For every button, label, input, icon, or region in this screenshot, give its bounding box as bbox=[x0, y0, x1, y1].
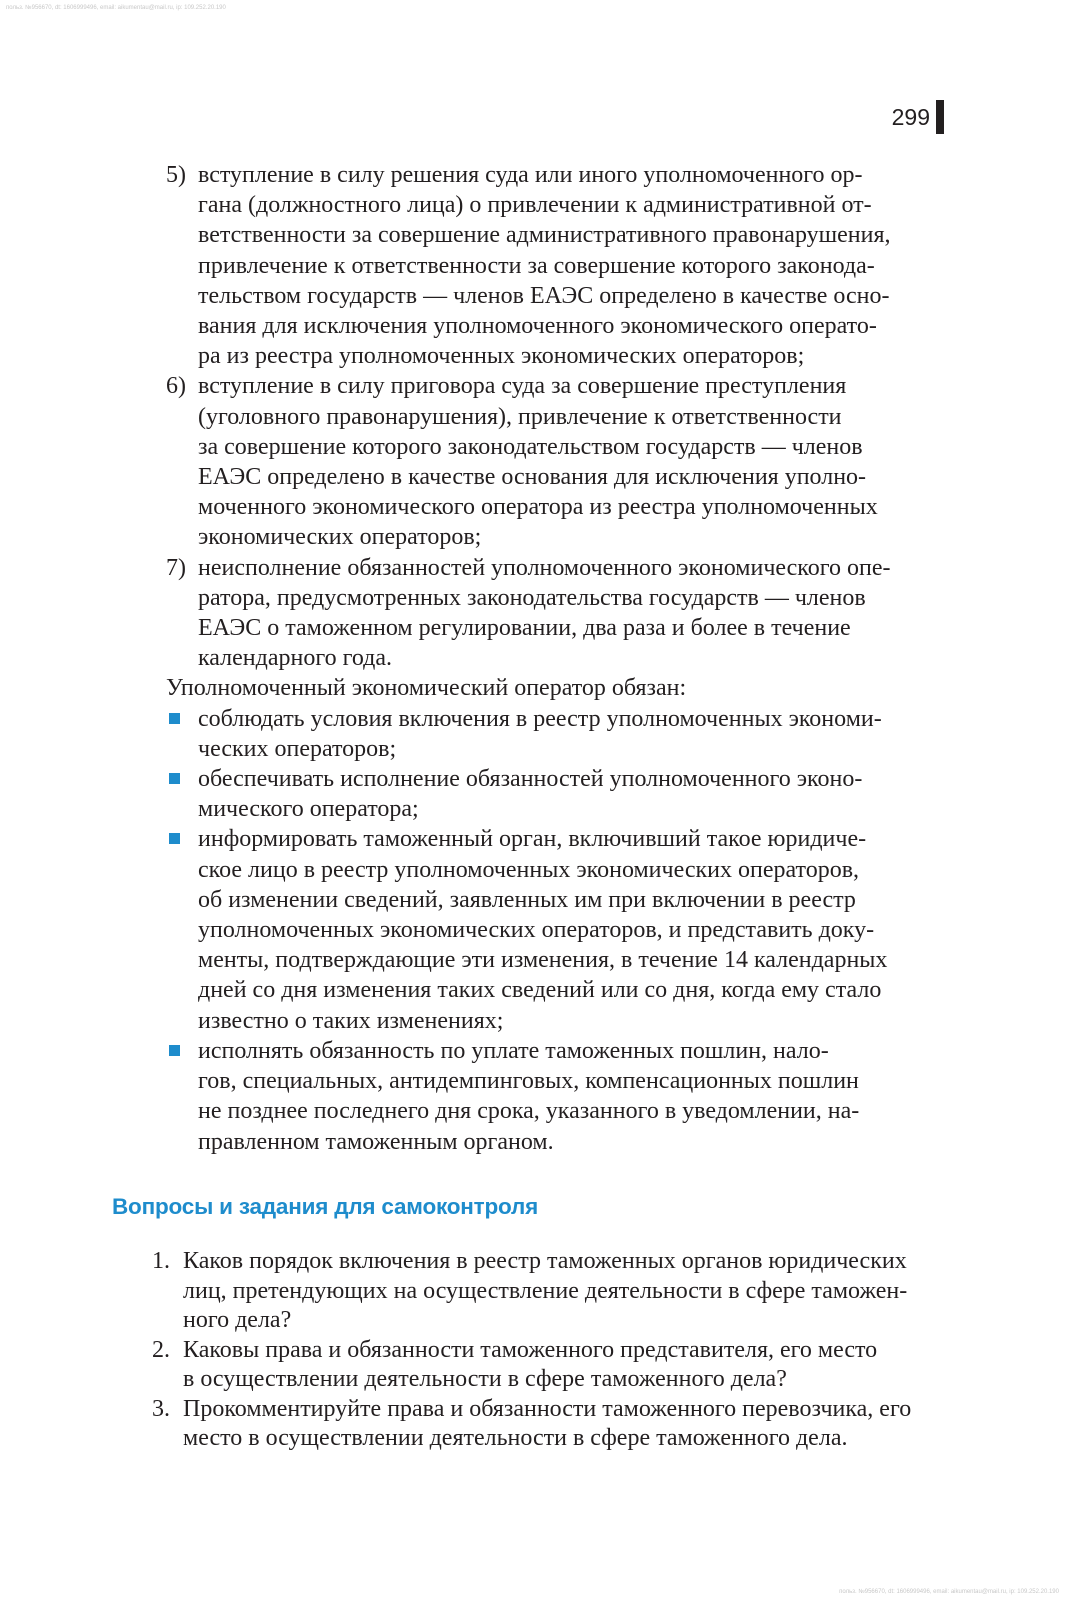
text-line: правленном таможенным органом. bbox=[198, 1128, 554, 1155]
item-number: 7) bbox=[166, 554, 186, 581]
question-item bbox=[152, 1336, 948, 1395]
text-line: гана (должностного лица) о привлечении к административной от- bbox=[198, 192, 872, 219]
bullet-list bbox=[166, 704, 948, 1157]
question-number: 3. bbox=[152, 1395, 170, 1422]
numbered-item bbox=[166, 371, 948, 552]
intro-paragraph: Уполномоченный экономический оператор обязан: bbox=[166, 675, 687, 702]
numbered-item bbox=[166, 553, 948, 674]
question-number: 1. bbox=[152, 1248, 170, 1274]
text-line: привлечение к ответственности за совершение которого законода- bbox=[198, 252, 875, 279]
text-line: место в осуществлении деятельности в сфере таможенного дела. bbox=[183, 1425, 848, 1451]
square-bullet-icon bbox=[169, 833, 180, 844]
square-bullet-icon bbox=[169, 1045, 180, 1056]
item-number: 6) bbox=[166, 373, 186, 400]
watermark-top: польз. №956670, dt: 1606999496, email: aikumentau@mail.ru, ip: 109.252.20.190 bbox=[6, 5, 226, 11]
text-line: об изменении сведений, заявленных им при включении в реестр bbox=[198, 886, 856, 913]
text-line: мического оператора; bbox=[198, 796, 419, 823]
item-number: 5) bbox=[166, 162, 186, 188]
bullet-item bbox=[166, 824, 948, 1035]
text-line: Прокомментируйте права и обязанности таможенного перевозчика, его bbox=[183, 1395, 912, 1422]
text-line: ратора, предусмотренных законодательства государств — членов bbox=[198, 584, 866, 611]
text-line: менты, подтверждающие эти изменения, в течение 14 календарных bbox=[198, 947, 888, 974]
text-line: вступление в силу решения суда или иного уполномоченного ор- bbox=[198, 162, 863, 188]
numbered-item bbox=[166, 160, 948, 371]
text-line: исполнять обязанность по уплате таможенных пошлин, нало- bbox=[198, 1037, 829, 1064]
page-number: 299 bbox=[891, 104, 930, 130]
text-line: соблюдать условия включения в реестр уполномоченных экономи- bbox=[198, 705, 882, 732]
text-line: ЕАЭС о таможенном регулировании, два раза и более в течение bbox=[198, 615, 851, 642]
questions-list bbox=[152, 1247, 948, 1454]
text-line: экономических операторов; bbox=[198, 524, 482, 551]
square-bullet-icon bbox=[169, 713, 180, 724]
page-number-bar bbox=[936, 100, 944, 134]
question-number: 2. bbox=[152, 1336, 170, 1363]
text-line: за совершение которого законодательством государств — членов bbox=[198, 433, 863, 460]
text-line: гов, специальных, антидемпинговых, компенсационных пошлин bbox=[198, 1068, 859, 1095]
text-line: ра из реестра уполномоченных экономических операторов; bbox=[198, 343, 805, 370]
text-line: в осуществлении деятельности в сфере таможенного дела? bbox=[183, 1366, 787, 1392]
text-line: вступление в силу приговора суда за совершение преступления bbox=[198, 373, 847, 400]
text-line: ское лицо в реестр уполномоченных экономических операторов, bbox=[198, 856, 860, 883]
section-heading: Вопросы и задания для самоконтроля bbox=[112, 1194, 539, 1219]
main-text bbox=[166, 160, 948, 1157]
text-line: информировать таможенный орган, включивший такое юридиче- bbox=[198, 826, 867, 853]
text-line: обеспечивать исполнение обязанностей уполномоченного эконо- bbox=[198, 766, 863, 793]
text-line: известно о таких изменениях; bbox=[198, 1007, 504, 1034]
text-line: (уголовного правонарушения), привлечение к ответственности bbox=[198, 403, 842, 430]
text-line: моченного экономического оператора из реестра уполномоченных bbox=[198, 494, 878, 521]
square-bullet-icon bbox=[169, 773, 180, 784]
bullet-item bbox=[166, 764, 948, 824]
text-line: уполномоченных экономических операторов, и представить доку- bbox=[198, 917, 875, 944]
text-line: ЕАЭС определено в качестве основания для исключения уполно- bbox=[198, 464, 867, 491]
text-line: неисполнение обязанностей уполномоченного экономического опе- bbox=[198, 554, 891, 581]
bullet-item bbox=[166, 1036, 948, 1157]
text-line: Каковы права и обязанности таможенного представителя, его место bbox=[183, 1336, 878, 1363]
text-line: тельством государств — членов ЕАЭС определено в качестве осно- bbox=[198, 282, 890, 309]
text-line: календарного года. bbox=[198, 645, 393, 672]
text-line: дней со дня изменения таких сведений или со дня, когда ему стало bbox=[198, 977, 882, 1004]
text-line: Каков порядок включения в реестр таможенных органов юридических bbox=[183, 1248, 907, 1274]
bullet-item bbox=[166, 704, 948, 764]
text-line: лиц, претендующих на осуществление деятельности в сфере таможен- bbox=[183, 1277, 908, 1304]
text-line: ного дела? bbox=[183, 1307, 292, 1333]
text-line: вания для исключения уполномоченного экономического операто- bbox=[198, 313, 877, 340]
text-line: не позднее последнего дня срока, указанного в уведомлении, на- bbox=[198, 1098, 860, 1125]
text-line: ческих операторов; bbox=[198, 735, 397, 762]
text-line: ветственности за совершение административного правонарушения, bbox=[198, 222, 891, 249]
watermark-bottom: польз. №956670, dt: 1606999496, email: aikumentau@mail.ru, ip: 109.252.20.190 bbox=[839, 1589, 1059, 1595]
numbered-list bbox=[166, 160, 948, 673]
question-item bbox=[152, 1247, 948, 1336]
question-item bbox=[152, 1395, 948, 1454]
